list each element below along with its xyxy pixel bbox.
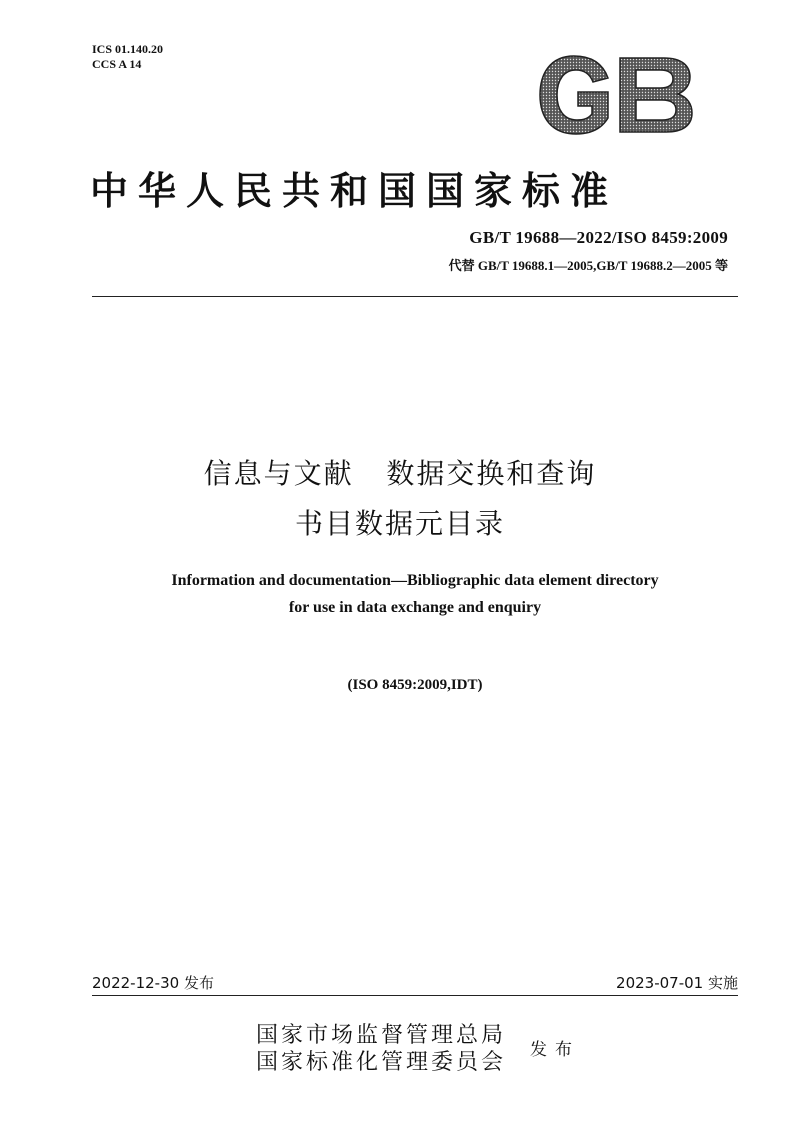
issue-date: 2022-12-30 发布 [92,974,214,992]
chinese-title-line-2: 书目数据元目录 [294,507,505,540]
issuer-sac: 国家标准化管理委员会 [256,1050,507,1075]
standard-number: GB/T 19688—2022/ISO 8459:2009 [469,228,728,247]
replaces-note: 代替 GB/T 19688.1—2005,GB/T 19688.2—2005 等 [448,258,728,273]
gb-logo [536,52,696,138]
english-title-line-1: Information and documentation—Bibliographic data element directory [171,572,659,589]
publish-label: 发布 [530,1040,580,1060]
english-title-line-2: for use in data exchange and enquiry [288,599,542,616]
chinese-title-line-1: 信息与文献 数据交换和查询 [203,457,597,490]
bottom-divider [92,995,738,996]
issuing-authorities [256,1022,506,1076]
iso-identity-note: (ISO 8459:2009,IDT) [347,677,483,693]
issuer-samr: 国家市场监督管理总局 [256,1023,507,1048]
ccs-code: CCS A 14 [92,57,142,71]
ics-code: ICS 01.140.20 [92,42,164,56]
national-standard-heading: 中华人民共和国国家标准 [90,169,619,213]
implementation-date: 2023-07-01 实施 [616,974,738,992]
top-divider [92,296,738,297]
classification-codes [92,42,163,72]
